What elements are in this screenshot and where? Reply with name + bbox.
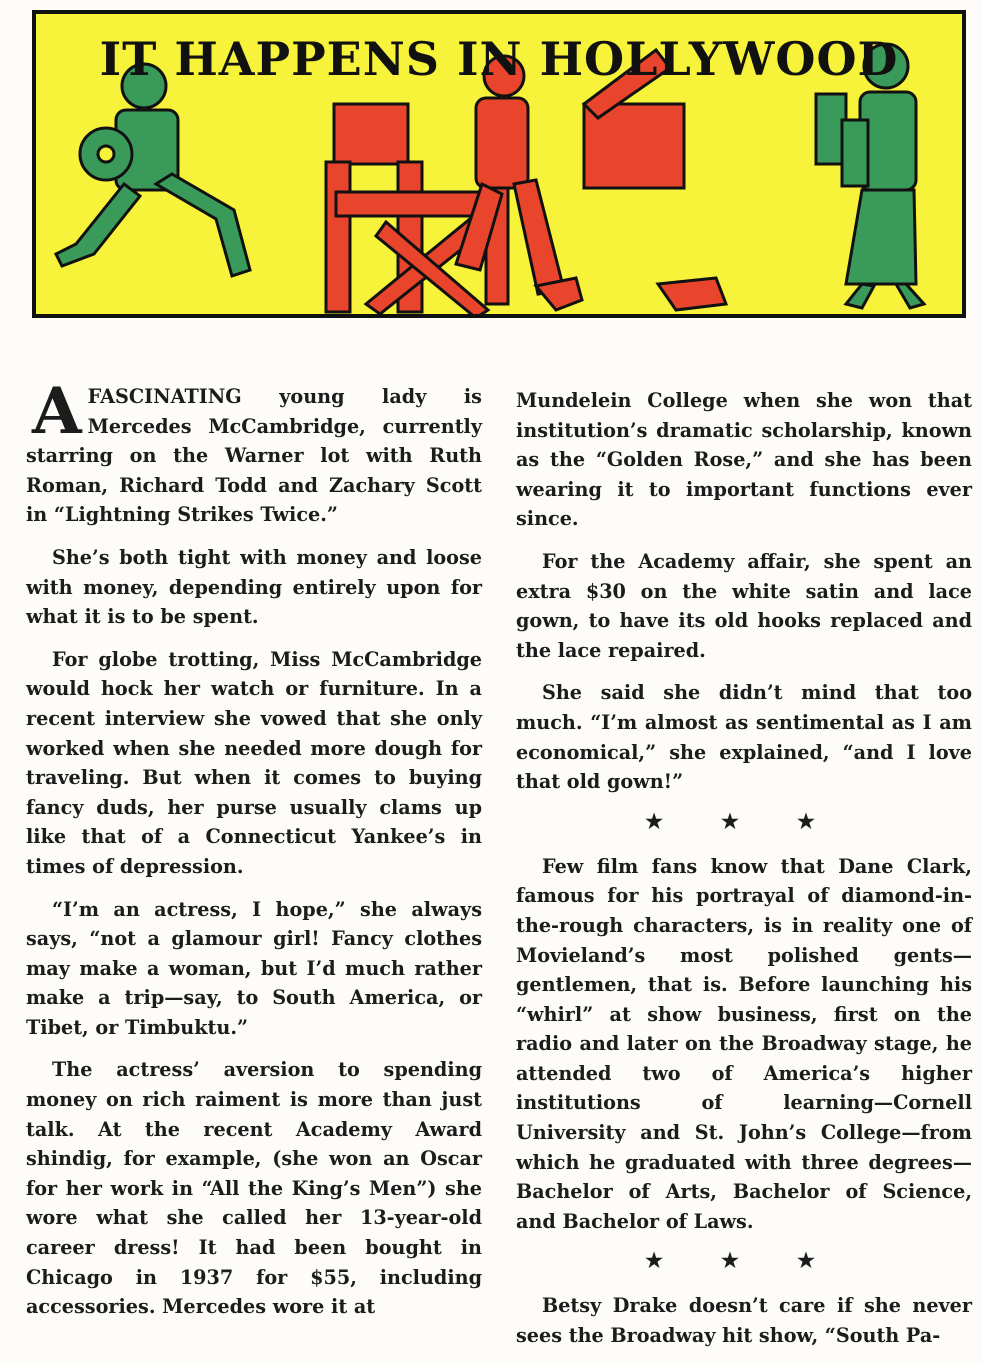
paragraph: “I’m an actress, I hope,” she always says, “not a glamour girl! Fancy clothes may make a woman, but I’d much rather make a trip—say, to South America, or Tibet, or Timbuktu.” bbox=[26, 897, 482, 1039]
paragraph: The actress’ aversion to spending money on rich raiment is more than just talk. At the recent Academy Award shindig, for example, (she won an Oscar for her work in “All the King’s Men”) she wore what she called her 13-year-old career dress! It had been bought in Chicago in 1937 for $55, including accessories. Mercedes wore it at bbox=[26, 1058, 482, 1319]
running-man-figure bbox=[56, 64, 250, 276]
paragraph-intro: AFASCINATING young lady is Mercedes McCambridge, currently starring on the Warner lot with Ruth Roman, Richard Todd and Zachary Scott in “Lightning Strikes Twice.” bbox=[26, 374, 482, 527]
paragraph: She said she didn’t mind that too much. “I’m almost as sentimental as I am economical,” she explained, “and I love that old gown!” bbox=[516, 681, 972, 794]
title-banner bbox=[32, 10, 966, 318]
page-title: IT HAPPENS IN HOLLYWOOD bbox=[99, 32, 899, 86]
section-divider-stars: ★★★ bbox=[645, 1248, 873, 1273]
left-column bbox=[26, 374, 482, 1335]
paragraph: Mundelein College when she won that institution’s dramatic scholarship, known as the “Golden Rose,” and she has been wearing it to important functions ever since. bbox=[516, 389, 972, 531]
paragraph: Few film fans know that Dane Clark, famous for his portrayal of diamond-in-the-rough characters, is in reality one of Movieland’s most polished gents—gentlemen, that is. Before launching his “whirl” at show business, first on the radio and later on the Broadway stage, he attended two of America’s higher institutions of learning—Cornell University and St. John’s College—from which he graduated with three degrees—Bachelor of Arts, Bachelor of Science, and Bachelor of Laws. bbox=[516, 854, 972, 1233]
section-divider-stars: ★★★ bbox=[645, 808, 873, 833]
right-column bbox=[516, 386, 972, 1364]
paragraph: For globe trotting, Miss McCambridge would hock her watch or furniture. In a recent interview she vowed that she only worked when she needed more dough for traveling. But when it comes to buying fancy duds, her purse usually clams up like that of a Connecticut Yankee’s in times of depression. bbox=[26, 647, 482, 878]
paragraph: For the Academy affair, she spent an extra $30 on the white satin and lace gown, to have its old hooks replaced and the lace repaired. bbox=[516, 549, 972, 662]
drop-cap: A bbox=[32, 374, 82, 449]
paragraph: Betsy Drake doesn’t care if she never sees the Broadway hit show, “South Pa- bbox=[516, 1294, 972, 1348]
paragraph: She’s both tight with money and loose with money, depending entirely upon for what it is to be spent. bbox=[26, 545, 482, 629]
